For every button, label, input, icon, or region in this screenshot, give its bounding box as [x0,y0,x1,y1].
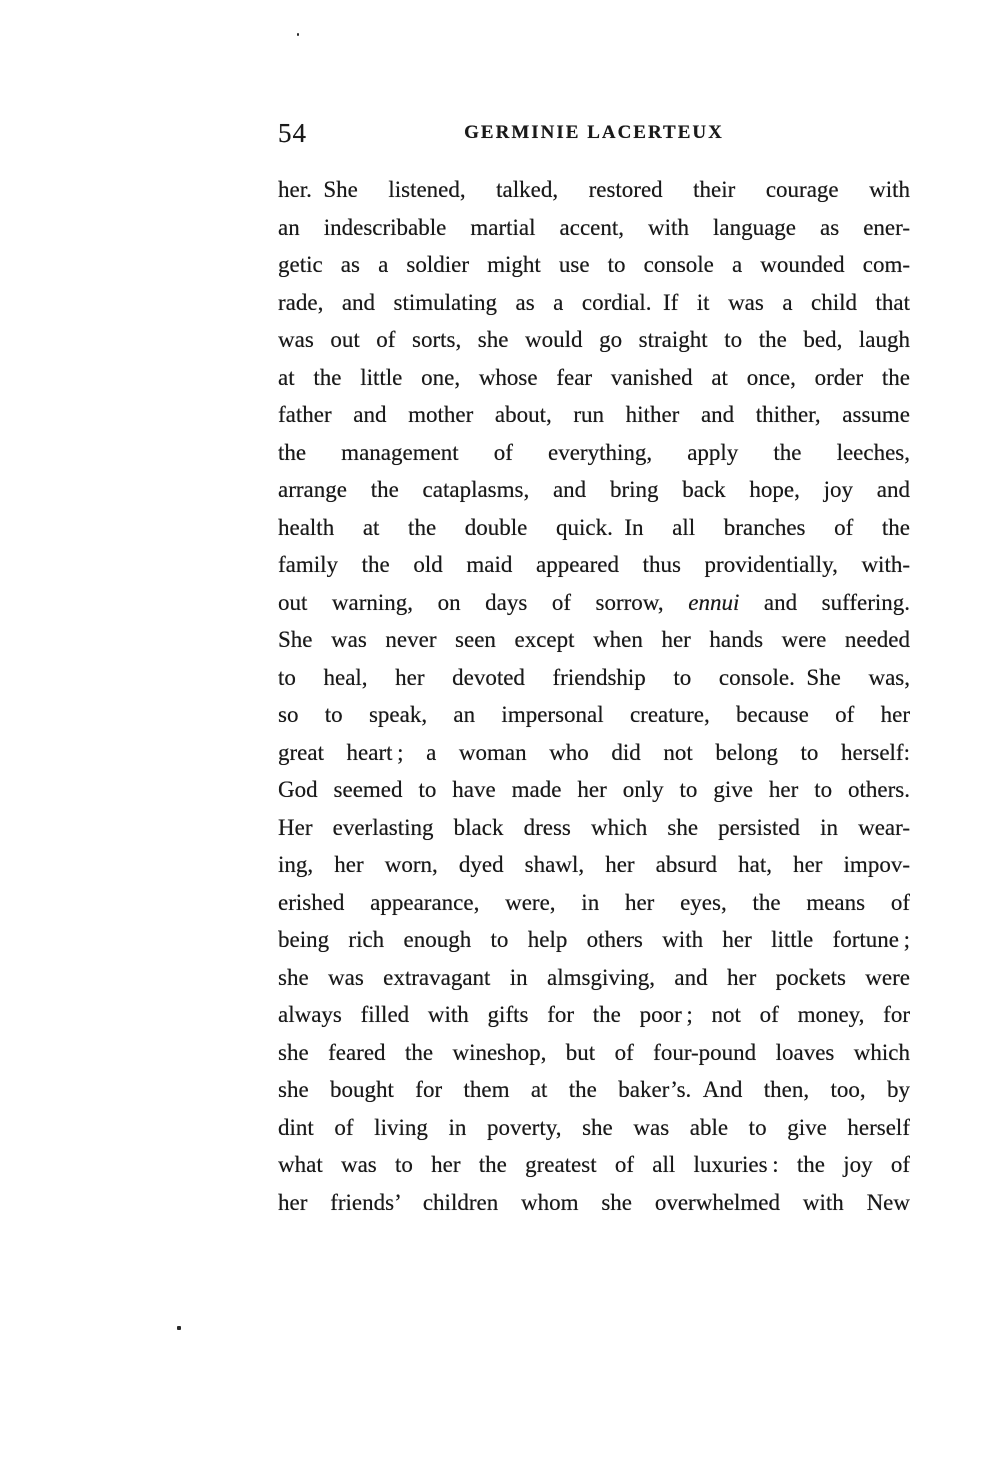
text-line: she was extravagant in almsgiving, and her pockets were [278,964,910,990]
text-line: always filled with gifts for the poor ; not of money, for [278,1002,910,1027]
text-line: what was to her the greatest of all luxuries : the joy of [278,1152,910,1177]
ink-speck [177,1326,181,1330]
text-line: erished appearance, were, in her eyes, the means of [278,889,910,915]
page-number: 54 [278,118,307,148]
ink-speck [297,33,299,36]
text-line: rade, and stimulating as a cordial. If it was a child that [278,289,910,315]
text-line: her friends’ children whom she overwhelmed with New [278,1189,910,1215]
text-line: was out of sorts, she would go straight to the bed, laugh [278,327,910,352]
text-line: getic as a soldier might use to console a wounded com- [278,252,910,277]
page-header [278,118,910,152]
text-line: Her everlasting black dress which she persisted in wear- [278,814,910,840]
text-line: great heart ; a woman who did not belong to herself: [278,739,910,765]
text-line: an indescribable martial accent, with language as ener- [278,214,910,240]
text-line: being rich enough to help others with her little fortune ; [278,927,910,952]
text-line: she feared the wineshop, but of four-pound loaves which [278,1039,910,1065]
text-line: She was never seen except when her hands were needed [278,627,910,652]
text-segment: and suffering. [763,589,910,615]
text-line: her. She listened, talked, restored their courage with [278,177,910,202]
text-segment: out warning, on days of sorrow, [278,589,664,615]
text-line: ing, her worn, dyed shawl, her absurd hat, her impov- [278,852,910,877]
text-line: dint of living in poverty, she was able to give herself [278,1114,910,1140]
text-line: the management of everything, apply the leeches, [278,439,910,465]
text-line: family the old maid appeared thus providentially, with- [278,552,910,577]
text-line: father and mother about, run hither and thither, assume [278,402,910,427]
italic-word: ennui [688,589,740,615]
text-line: arrange the cataplasms, and bring back hope, joy and [278,477,910,502]
text-line: at the little one, whose fear vanished at once, order the [278,364,910,390]
text-line: to heal, her devoted friendship to console. She was, [278,664,910,690]
text-line: so to speak, an impersonal creature, because of her [278,702,910,727]
running-header: GERMINIE LACERTEUX [464,122,724,143]
text-line: health at the double quick. In all branches of the [278,514,910,540]
text-line: God seemed to have made her only to give her to others. [278,777,910,802]
text-line: she bought for them at the baker’s. And then, too, by [278,1077,910,1102]
text-line-with-italic [278,584,910,622]
body-text [278,171,910,1221]
